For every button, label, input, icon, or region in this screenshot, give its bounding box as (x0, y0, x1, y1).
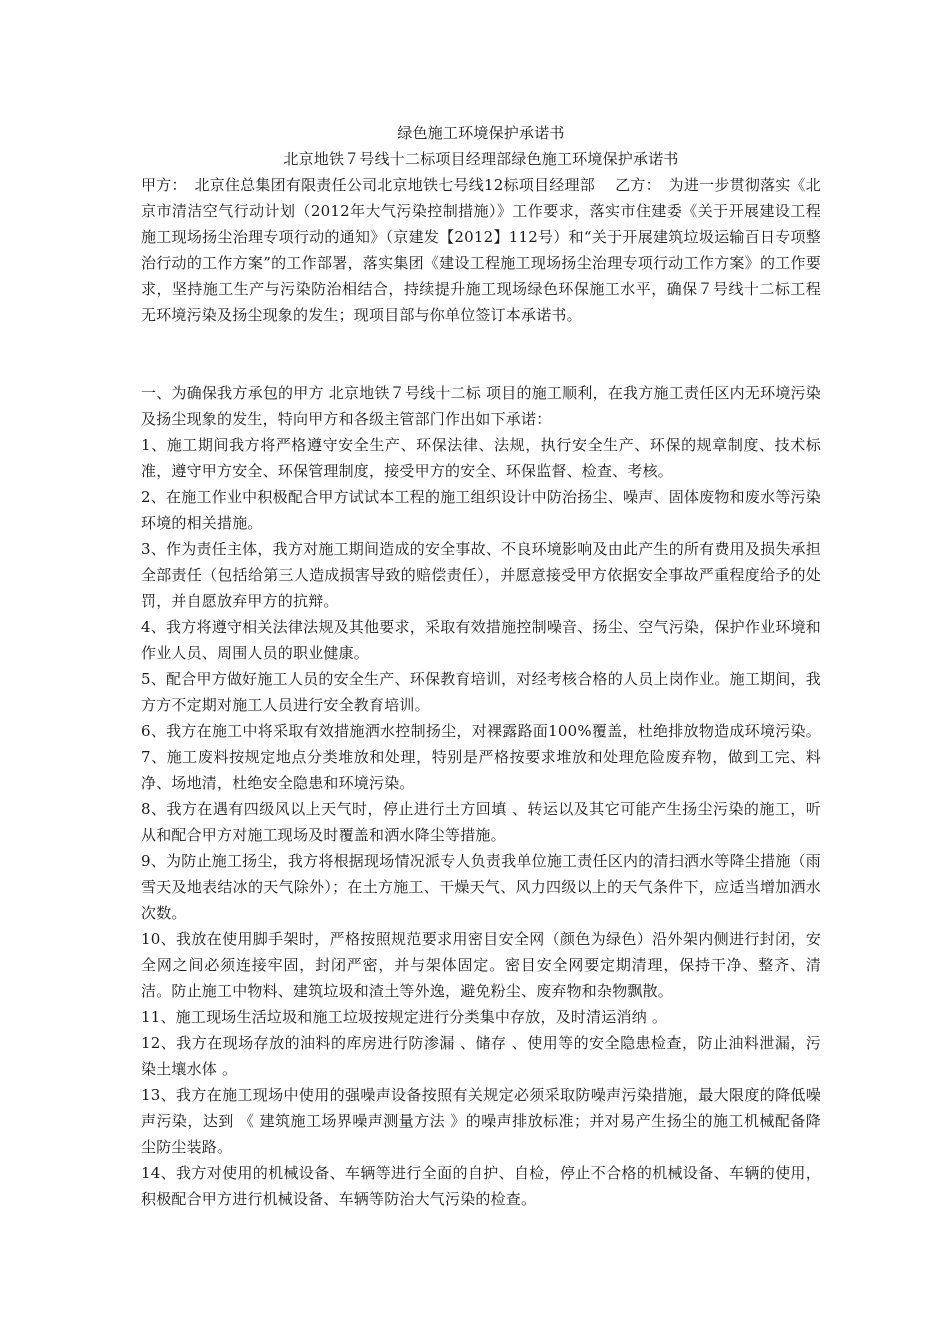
commitment-item: 13、我方在施工现场中使用的强噪声设备按照有关规定必须采取防噪声污染措施，最大限度的降低噪声污染，达到 《 建筑施工场界噪声测量方法 》的噪声排放标准；并对易产生扬尘的施工机械配备降尘防尘装路。 (141, 1086, 821, 1156)
commitment-item: 8、我方在遇有四级风以上天气时，停止进行土方回填 、转运以及其它可能产生扬尘污染的施工，听从和配合甲方对施工现场及时覆盖和洒水降尘等措施。 (141, 800, 821, 844)
commitment-item: 6、我方在施工中将采取有效措施洒水控制扬尘，对裸露路面100%覆盖，杜绝排放物造成环境污染。7、施工废料按规定地点分类堆放和处理，特别是严格按要求堆放和处理危险废弃物，做到工完、料净、场地清，杜绝安全隐患和环境污染。 (141, 722, 821, 792)
commitment-item: 14、我方对使用的机械设备、车辆等进行全面的自护、自检，停止不合格的机械设备、车辆的使用，积极配合甲方进行机械设备、车辆等防治大气污染的检查。 (141, 1164, 821, 1208)
commitment-item: 9、为防止施工扬尘，我方将根据现场情况派专人负责我单位施工责任区内的清扫洒水等降尘措施（雨雪天及地表结冰的天气除外）；在土方施工、干燥天气、风力四级以上的天气条件下，应适当增加洒水次数。 (141, 852, 821, 922)
commitment-item: 11、施工现场生活垃圾和施工垃圾按规定进行分类集中存放，及时清运消纳 。 (141, 1008, 668, 1026)
commitment-item: 5、配合甲方做好施工人员的安全生产、环保教育培训，对经考核合格的人员上岗作业。施工期间，我方方不定期对施工人员进行安全教育培训。 (141, 670, 821, 714)
commitment-item: 一、为确保我方承包的甲方 北京地铁７号线十二标 项目的施工顺利，在我方施工责任区内无环境污染及扬尘现象的发生，特向甲方和各级主管部门作出如下承诺： (141, 384, 821, 428)
commitment-item: 3、作为责任主体，我方对施工期间造成的安全事故、不良环境影响及由此产生的所有费用及损失承担全部责任（包括给第三人造成损害导致的赔偿责任），并愿意接受甲方依据安全事故严重程度给予的处罚，并自愿放弃甲方的抗辩。 (141, 540, 821, 610)
intro-paragraph: 甲方： 北京住总集团有限责任公司北京地铁七号线12标项目经理部 乙方： 为进一步贯彻落实《北京市清洁空气行动计划（2012年大气污染控制措施）》工作要求，落实市住建委《关于开展建设工程施工现场扬尘治理专项行动的通知》（京建发【2012】112号）和“关于开展建筑垃圾运输百日专项整治行动的工作方案”的工作部署，落实集团《建设工程施工现场扬尘治理专项行动工作方案》的工作要求，坚持施工生产与污染防治相结合，持续提升施工现场绿色环保施工水平，确保７号线十二标工程无环境污染及扬尘现象的发生；现项目部与你单位签订本承诺书。 (141, 176, 821, 324)
commitment-item: 1、施工期间我方将严格遵守安全生产、环保法律、法规，执行安全生产、环保的规章制度、技术标准，遵守甲方安全、环保管理制度，接受甲方的安全、环保监督、检查、考核。 (141, 436, 821, 480)
commitment-item: 12、我方在现场存放的油料的库房进行防渗漏 、储存 、使用等的安全隐患检查，防止油料泄漏，污染土壤水体 。 (141, 1034, 821, 1078)
document-subtitle: 北京地铁７号线十二标项目经理部绿色施工环境保护承诺书 (283, 150, 679, 168)
paragraph-gap (141, 328, 821, 380)
commitment-item: 2、在施工作业中积极配合甲方试试本工程的施工组织设计中防治扬尘、噪声、固体废物和废水等污染环境的相关措施。 (141, 488, 821, 532)
commitment-item: 4、我方将遵守相关法律法规及其他要求，采取有效措施控制噪音、扬尘、空气污染，保护作业环境和作业人员、周围人员的职业健康。 (141, 618, 821, 662)
document-title: 绿色施工环境保护承诺书 (397, 124, 565, 142)
commitment-item: 10、我放在使用脚手架时，严格按照规范要求用密目安全网（颜色为绿色）沿外架内侧进行封闭，安全网之间必须连接牢固，封闭严密，并与架体固定。密目安全网要定期清理，保持干净、整齐、清洁。防止施工中物料、建筑垃圾和渣土等外逸，避免粉尘、废弃物和杂物飘散。 (141, 930, 821, 1000)
document-page (141, 120, 821, 1212)
